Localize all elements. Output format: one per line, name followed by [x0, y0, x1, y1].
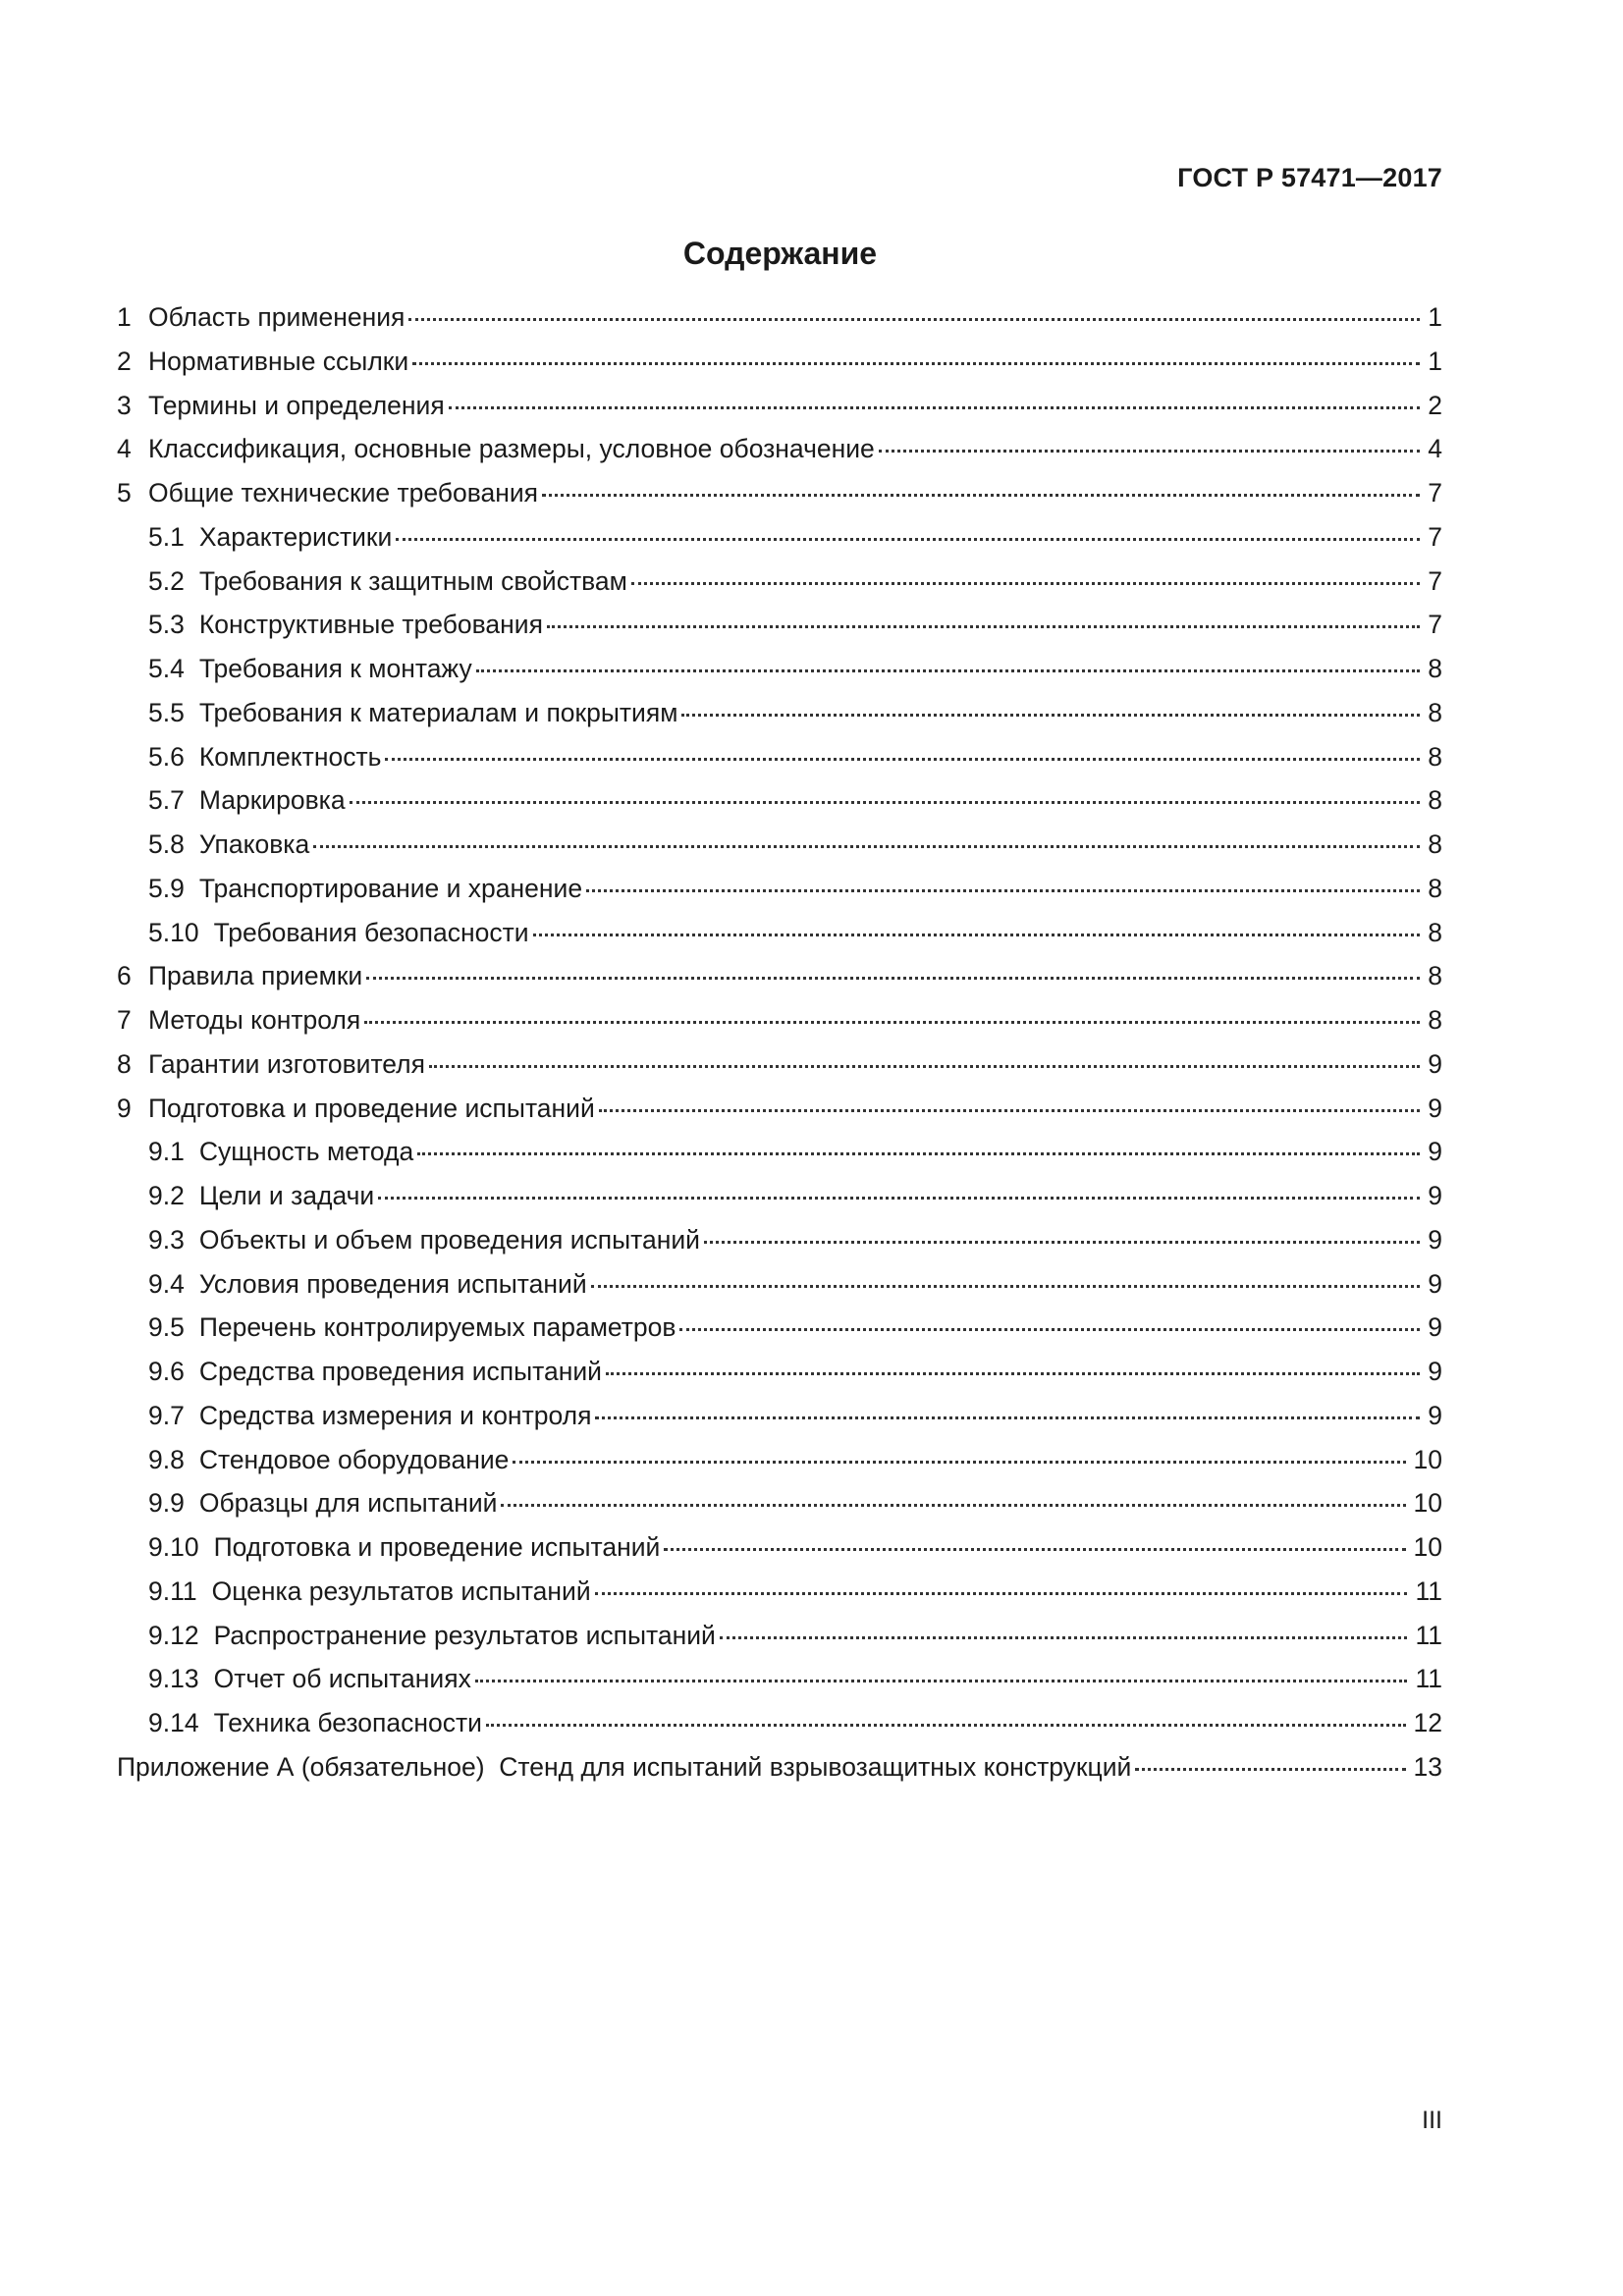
toc-entry-title: Конструктивные требования	[198, 610, 543, 640]
dot-leader	[679, 1328, 1420, 1331]
toc-entry[interactable]	[117, 696, 1442, 740]
toc-entry-page: 13	[1413, 1751, 1442, 1782]
toc-entry-page: 8	[1428, 785, 1442, 816]
toc-entry-title: Отчет об испытаниях	[213, 1664, 471, 1694]
toc-entry-title: Правила приемки	[148, 961, 363, 991]
toc-entry-number: 5.9	[148, 873, 185, 903]
toc-entry-page: 4	[1428, 434, 1442, 464]
dot-leader	[704, 1241, 1420, 1244]
toc-entry-title: Сущность метода	[198, 1137, 414, 1167]
toc-entry[interactable]	[117, 1092, 1442, 1136]
toc-entry-title: Требования безопасности	[213, 917, 529, 947]
toc-entry-page: 9	[1428, 1181, 1442, 1210]
toc-entry-page: 7	[1428, 478, 1442, 507]
toc-entry-page: 9	[1428, 1137, 1442, 1167]
toc-entry-number: 3	[117, 390, 132, 420]
toc-entry[interactable]	[117, 1662, 1442, 1706]
toc-entry-number: 9.7	[148, 1400, 185, 1430]
dot-leader	[681, 714, 1420, 717]
toc-entry[interactable]	[117, 828, 1442, 872]
toc-entry-title: Термины и определения	[148, 390, 445, 420]
toc-entry[interactable]	[117, 1355, 1442, 1399]
toc-entry-number: 9.12	[148, 1620, 199, 1650]
dot-leader	[313, 845, 1420, 848]
toc-entry-title: Перечень контролируемых параметров	[198, 1312, 676, 1343]
toc-entry-number: 9.3	[148, 1224, 185, 1255]
dot-leader	[412, 362, 1420, 365]
toc-entry[interactable]	[117, 1310, 1442, 1355]
toc-entry-page: 8	[1428, 1005, 1442, 1035]
toc-entry-number: 2	[117, 346, 132, 376]
dot-leader	[631, 582, 1420, 585]
toc-entry[interactable]	[117, 1575, 1442, 1619]
toc-entry-title: Требования к защитным свойствам	[198, 565, 627, 596]
toc-entry[interactable]	[117, 1530, 1442, 1575]
toc-entry-title: Образцы для испытаний	[198, 1488, 498, 1519]
toc-entry[interactable]	[117, 1003, 1442, 1047]
dot-leader	[366, 977, 1420, 980]
toc-entry[interactable]	[117, 608, 1442, 652]
toc-entry[interactable]	[117, 389, 1442, 433]
toc-entry-title: Гарантии изготовителя	[148, 1048, 425, 1079]
toc-entry-number: 5	[117, 478, 132, 507]
toc-entry-number: 9.10	[148, 1532, 199, 1562]
toc-entry[interactable]	[117, 1443, 1442, 1487]
toc-entry-number: 5.4	[148, 654, 185, 683]
toc-entry-number: 9.4	[148, 1268, 185, 1299]
toc-entry[interactable]	[117, 916, 1442, 960]
toc-entry-number: 7	[117, 1005, 132, 1035]
toc-entry-number: 5.10	[148, 917, 199, 947]
dot-leader	[595, 1592, 1408, 1595]
toc-entry-title: Цели и задачи	[198, 1181, 375, 1210]
toc-entry[interactable]	[117, 783, 1442, 828]
dot-leader	[606, 1372, 1420, 1375]
toc-entry-number: 9.2	[148, 1181, 185, 1210]
toc-entry-title: Методы контроля	[148, 1005, 361, 1035]
toc-entry-title: Распространение результатов испытаний	[213, 1620, 716, 1650]
dot-leader	[599, 1109, 1420, 1112]
toc-entry-page: 8	[1428, 829, 1442, 859]
toc-entry-page: 8	[1428, 873, 1442, 903]
dot-leader	[513, 1461, 1405, 1464]
toc-entry-title: Подготовка и проведение испытаний	[213, 1532, 661, 1562]
toc-entry-number: 5.8	[148, 829, 185, 859]
toc-entry-page: 1	[1428, 302, 1442, 332]
dot-leader	[350, 801, 1421, 804]
dot-leader	[879, 450, 1420, 453]
dot-leader	[378, 1197, 1420, 1200]
table-of-contents	[117, 300, 1442, 1794]
toc-entry-number: 9.14	[148, 1708, 199, 1737]
dot-leader	[449, 406, 1421, 409]
dot-leader	[720, 1636, 1408, 1639]
toc-entry[interactable]	[117, 652, 1442, 696]
toc-entry-title: Упаковка	[198, 829, 310, 859]
toc-entry-page: 9	[1428, 1093, 1442, 1123]
toc-entry-title: Условия проведения испытаний	[198, 1268, 587, 1299]
toc-entry-number: 5.1	[148, 521, 185, 552]
toc-entry[interactable]	[117, 1399, 1442, 1443]
dot-leader	[486, 1724, 1406, 1727]
toc-entry-page: 10	[1413, 1532, 1442, 1562]
toc-entry-number: 6	[117, 961, 132, 991]
toc-entry-page: 9	[1428, 1048, 1442, 1079]
toc-entry-title: Общие технические требования	[148, 478, 539, 507]
toc-entry-page: 9	[1428, 1400, 1442, 1430]
toc-entry-number: 9.6	[148, 1357, 185, 1386]
toc-entry-number: 5.2	[148, 565, 185, 596]
toc-entry-page: 10	[1413, 1488, 1442, 1519]
dot-leader	[501, 1504, 1405, 1507]
toc-entry[interactable]	[117, 1706, 1442, 1750]
toc-entry-number: 4	[117, 434, 132, 464]
toc-entry[interactable]	[117, 1223, 1442, 1267]
dot-leader	[547, 625, 1420, 628]
toc-entry[interactable]	[117, 872, 1442, 916]
page-number: III	[1422, 2107, 1442, 2134]
dot-leader	[1135, 1768, 1405, 1771]
toc-entry-title: Требования к материалам и покрытиям	[198, 697, 678, 727]
toc-entry-number: 9.9	[148, 1488, 185, 1519]
toc-entry-title: Средства измерения и контроля	[198, 1400, 592, 1430]
toc-entry-title: Подготовка и проведение испытаний	[148, 1093, 595, 1123]
toc-entry-page: 7	[1428, 610, 1442, 640]
dot-leader	[591, 1285, 1421, 1288]
toc-entry-page: 1	[1428, 346, 1442, 376]
toc-entry-number: 9.5	[148, 1312, 185, 1343]
toc-entry-title: Стендовое оборудование	[198, 1444, 510, 1474]
toc-entry-title: Классификация, основные размеры, условное обозначение	[148, 434, 875, 464]
dot-leader	[417, 1152, 1420, 1155]
toc-entry[interactable]	[117, 1619, 1442, 1663]
dot-leader	[533, 934, 1421, 936]
toc-entry-page: 2	[1428, 390, 1442, 420]
toc-entry-page: 9	[1428, 1224, 1442, 1255]
toc-entry[interactable]	[117, 1267, 1442, 1311]
toc-entry-number: 8	[117, 1048, 132, 1079]
toc-entry-page: 7	[1428, 521, 1442, 552]
toc-entry[interactable]	[117, 959, 1442, 1003]
dot-leader	[385, 758, 1420, 761]
toc-entry-title: Маркировка	[198, 785, 346, 816]
toc-entry[interactable]	[117, 1750, 1442, 1794]
toc-entry-page: 8	[1428, 741, 1442, 772]
toc-title: Содержание	[682, 236, 878, 271]
toc-entry-page: 10	[1413, 1444, 1442, 1474]
toc-entry-page: 9	[1428, 1312, 1442, 1343]
toc-entry-number: 9	[117, 1093, 132, 1123]
toc-entry-title: Объекты и объем проведения испытаний	[198, 1224, 700, 1255]
toc-entry-number: 5.3	[148, 610, 185, 640]
toc-entry[interactable]	[117, 1486, 1442, 1530]
dot-leader	[595, 1416, 1420, 1419]
toc-entry-title: Техника безопасности	[213, 1708, 482, 1737]
dot-leader	[408, 318, 1420, 321]
toc-entry-number: 5.7	[148, 785, 185, 816]
dot-leader	[429, 1065, 1420, 1068]
toc-entry-number: 5.5	[148, 697, 185, 727]
toc-entry-page: 8	[1428, 654, 1442, 683]
toc-entry[interactable]	[117, 1047, 1442, 1092]
dot-leader	[586, 889, 1420, 892]
dot-leader	[396, 538, 1420, 541]
toc-entry-title: Нормативные ссылки	[148, 346, 409, 376]
toc-entry-page: 9	[1428, 1268, 1442, 1299]
toc-entry-page: 7	[1428, 565, 1442, 596]
toc-entry[interactable]	[117, 1135, 1442, 1179]
toc-entry[interactable]	[117, 564, 1442, 609]
dot-leader	[476, 669, 1421, 672]
toc-entry-number: 9.8	[148, 1444, 185, 1474]
toc-entry[interactable]	[117, 432, 1442, 476]
toc-entry-page: 8	[1428, 697, 1442, 727]
toc-entry-number: 9.11	[148, 1575, 197, 1606]
toc-entry-page: 12	[1413, 1708, 1442, 1737]
toc-entry-page: 9	[1428, 1357, 1442, 1386]
dot-leader	[475, 1680, 1408, 1682]
toc-entry-page: 11	[1415, 1664, 1442, 1694]
toc-entry-page: 8	[1428, 961, 1442, 991]
document-code: ГОСТ Р 57471—2017	[1177, 163, 1442, 192]
toc-entry-number: 1	[117, 302, 132, 332]
toc-entry-title: Оценка результатов испытаний	[211, 1575, 591, 1606]
dot-leader	[364, 1021, 1420, 1024]
toc-entry-title: Транспортирование и хранение	[198, 873, 583, 903]
toc-entry-number: 9.1	[148, 1137, 185, 1167]
toc-entry-title: Приложение А (обязательное) Стенд для испытаний взрывозащитных конструкций	[117, 1751, 1132, 1782]
toc-entry-title: Средства проведения испытаний	[198, 1357, 602, 1386]
dot-leader	[542, 494, 1420, 497]
toc-entry[interactable]	[117, 740, 1442, 784]
toc-entry-page: 11	[1415, 1575, 1442, 1606]
toc-entry-title: Характеристики	[198, 521, 393, 552]
toc-entry-title: Область применения	[148, 302, 406, 332]
toc-entry-title: Комплектность	[198, 741, 382, 772]
toc-entry-page: 11	[1415, 1620, 1442, 1650]
toc-entry[interactable]	[117, 520, 1442, 564]
toc-entry-page: 8	[1428, 917, 1442, 947]
dot-leader	[664, 1548, 1405, 1551]
toc-entry-number: 5.6	[148, 741, 185, 772]
toc-entry[interactable]	[117, 300, 1442, 345]
toc-entry[interactable]	[117, 476, 1442, 520]
toc-entry[interactable]	[117, 1179, 1442, 1223]
toc-entry-title: Требования к монтажу	[198, 654, 472, 683]
toc-entry-number: 9.13	[148, 1664, 199, 1694]
toc-entry[interactable]	[117, 345, 1442, 389]
